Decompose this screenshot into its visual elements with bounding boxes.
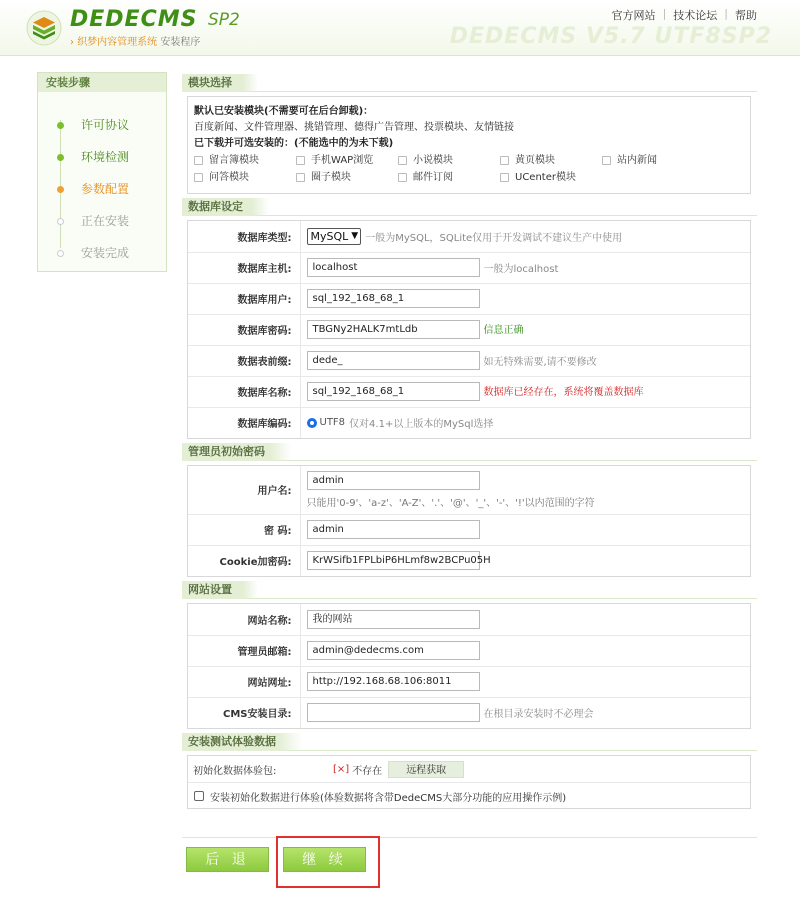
checkbox-icon[interactable]	[194, 156, 203, 165]
logo-text: DEDECMS	[70, 7, 198, 32]
module-label: 问答模块	[209, 172, 249, 183]
database-form	[188, 221, 750, 438]
db-name-input[interactable]: sql_192_168_68_1	[307, 382, 480, 401]
section-header-admin	[182, 443, 757, 461]
dedecms-logo-icon	[26, 10, 62, 46]
db-type-value: MySQL	[310, 229, 349, 243]
module-group[interactable]	[296, 169, 398, 186]
module-label: 小说模块	[413, 155, 453, 166]
db-prefix-input[interactable]: dede_	[307, 351, 480, 370]
module-sitenews[interactable]	[602, 152, 702, 169]
step-dot-icon	[57, 154, 64, 161]
step-dot-icon	[57, 218, 64, 225]
radio-selected-icon[interactable]	[307, 418, 317, 428]
checkbox-icon[interactable]	[500, 173, 509, 182]
arrow-right-icon: ›	[70, 37, 74, 48]
checkbox-icon[interactable]	[194, 791, 204, 801]
form-row	[188, 283, 750, 314]
module-label: 留言簿模块	[209, 155, 259, 166]
form-row	[188, 666, 750, 697]
module-mail[interactable]	[398, 169, 500, 186]
form-row	[188, 514, 750, 545]
db-charset-hint: 仅对4.1+以上版本的MySql选择	[349, 419, 494, 431]
module-ask[interactable]	[194, 169, 296, 186]
section-header-install-data	[182, 733, 757, 751]
admin-user-input[interactable]: admin	[307, 471, 480, 490]
site-form	[188, 604, 750, 728]
section-header-modules	[182, 74, 757, 92]
step-finished	[38, 246, 166, 278]
db-type-label: 数据库类型:	[188, 221, 300, 252]
logo-subtitle	[70, 33, 200, 48]
steps-list	[38, 92, 166, 278]
db-charset-value: UTF8	[319, 417, 346, 429]
module-ucenter[interactable]	[500, 169, 602, 186]
highlight-frame	[276, 836, 380, 888]
install-demo-row[interactable]	[188, 783, 750, 809]
db-password-label: 数据库密码:	[188, 314, 300, 345]
admin-user-label: 用户名:	[188, 466, 300, 514]
module-label: 站内新闻	[617, 155, 657, 166]
version-watermark: DEDECMS V5.7 UTF8SP2	[449, 24, 772, 49]
back-button[interactable]: 后 退	[186, 847, 269, 872]
top-links	[605, 7, 764, 23]
form-row	[188, 604, 750, 635]
admin-form	[188, 466, 750, 576]
db-charset-label: 数据库编码:	[188, 407, 300, 438]
modules-box	[187, 96, 751, 194]
installed-modules-title: 默认已安装模块(不需要可在后台卸载)：	[194, 106, 374, 117]
section-header-site	[182, 581, 757, 599]
data-package-row	[188, 756, 750, 783]
logo-version: SP2	[208, 10, 240, 30]
subtitle-brand: 织梦内容管理系统	[77, 37, 158, 48]
database-box	[187, 220, 751, 439]
install-demo-label: 安装初始化数据进行体验(体验数据将含带DedeCMS大部分功能的应用操作示例)	[210, 792, 567, 804]
step-dot-icon	[57, 122, 64, 129]
module-label: UCenter模块	[515, 172, 576, 183]
step-dot-icon	[57, 186, 64, 193]
form-row	[188, 252, 750, 283]
official-site-link[interactable]: 官方网站	[611, 9, 656, 22]
cms-dir-hint: 在根目录安装时不必理会	[483, 709, 594, 721]
form-row	[188, 345, 750, 376]
checkbox-icon[interactable]	[296, 156, 305, 165]
module-yellowpage[interactable]	[500, 152, 602, 169]
module-label: 圈子模块	[311, 172, 351, 183]
missing-mark: [×]	[333, 763, 350, 775]
module-label: 黄页模块	[515, 155, 555, 166]
optional-modules-grid	[194, 152, 744, 186]
admin-email-input[interactable]: admin@dedecms.com	[307, 641, 480, 660]
form-row	[188, 221, 750, 252]
module-wap[interactable]	[296, 152, 398, 169]
site-url-label: 网站网址:	[188, 666, 300, 697]
site-box	[187, 603, 751, 729]
subtitle-rest: 安装程序	[160, 37, 201, 48]
form-row	[188, 697, 750, 728]
cms-dir-label: CMS安装目录:	[188, 697, 300, 728]
checkbox-icon[interactable]	[398, 173, 407, 182]
data-package-status: 不存在	[352, 765, 383, 777]
forum-link[interactable]: 技术论坛	[673, 9, 718, 22]
db-type-hint: 一般为MySQL，SQLite仅用于开发调试不建议生产中使用	[365, 232, 623, 244]
checkbox-icon[interactable]	[194, 173, 203, 182]
checkbox-icon[interactable]	[398, 156, 407, 165]
section-title: 模块选择	[182, 74, 258, 92]
step-installing	[38, 214, 166, 246]
admin-box	[187, 465, 751, 577]
steps-title: 安装步骤	[38, 73, 166, 92]
db-prefix-label: 数据表前缀:	[188, 345, 300, 376]
db-password-input[interactable]: TBGNy2HALK7mtLdb	[307, 320, 480, 339]
checkbox-icon[interactable]	[602, 156, 611, 165]
checkbox-icon[interactable]	[500, 156, 509, 165]
link-separator: |	[724, 7, 728, 20]
form-row	[188, 407, 750, 438]
site-url-input[interactable]: http://192.168.68.106:8011	[307, 672, 480, 691]
step-config	[38, 182, 166, 214]
cookie-key-input[interactable]: KrWSifb1FPLbiP6HLmf8w2BCPu05H	[307, 551, 480, 570]
module-label: 邮件订阅	[413, 172, 453, 183]
step-label: 正在安装	[81, 214, 130, 228]
cookie-key-label: Cookie加密码:	[188, 545, 300, 576]
step-label: 环境检测	[81, 150, 130, 164]
installed-modules-list: 百度新闻、文件管理器、挑错管理、德得广告管理、投票模块、友情链接	[194, 122, 514, 133]
db-user-input[interactable]: sql_192_168_68_1	[307, 289, 480, 308]
step-label: 安装完成	[81, 246, 130, 260]
section-title: 网站设置	[182, 581, 258, 599]
main-content	[182, 72, 757, 813]
db-host-label: 数据库主机:	[188, 252, 300, 283]
step-env-check	[38, 150, 166, 182]
step-dot-icon	[57, 250, 64, 257]
form-row	[188, 376, 750, 407]
form-row	[188, 466, 750, 514]
link-separator: |	[662, 7, 667, 20]
db-host-hint: 一般为localhost	[483, 264, 559, 275]
optional-modules-title: 已下载并可选安装的：(不能选中的为未下载)	[194, 138, 394, 149]
header	[0, 0, 800, 56]
remote-fetch-button[interactable]: 远程获取	[388, 761, 464, 778]
help-link[interactable]: 帮助	[735, 9, 757, 22]
db-password-status: 信息正确	[483, 324, 524, 336]
admin-password-input[interactable]: admin	[307, 520, 480, 539]
module-guestbook[interactable]	[194, 152, 296, 169]
step-license	[38, 118, 166, 150]
install-steps-panel	[37, 72, 167, 272]
section-header-database	[182, 198, 757, 216]
section-title: 数据库设定	[182, 198, 269, 216]
module-label: 手机WAP浏览	[311, 155, 374, 166]
admin-password-label: 密 码:	[188, 514, 300, 545]
continue-button[interactable]: 继 续	[283, 847, 366, 872]
cms-dir-input[interactable]	[307, 703, 480, 722]
data-package-label: 初始化数据体验包:	[193, 765, 277, 777]
checkbox-icon[interactable]	[296, 173, 305, 182]
form-row	[188, 314, 750, 345]
form-row	[188, 545, 750, 576]
db-host-input[interactable]: localhost	[307, 258, 480, 277]
admin-user-hint: 只能用'0-9'、'a-z'、'A-Z'、'.'、'@'、'_'、'-'、'!'以内范围的字符	[306, 497, 595, 509]
module-novel[interactable]	[398, 152, 500, 169]
db-prefix-hint: 如无特殊需要,请不要修改	[483, 357, 597, 368]
db-type-select[interactable]	[307, 228, 362, 245]
db-name-status: 数据库已经存在，系统将覆盖数据库	[483, 386, 644, 398]
install-data-box	[187, 755, 751, 809]
db-user-label: 数据库用户:	[188, 283, 300, 314]
step-label: 许可协议	[81, 118, 130, 132]
site-name-label: 网站名称:	[188, 604, 300, 635]
section-title: 安装测试体验数据	[182, 733, 302, 751]
action-bar	[182, 837, 757, 868]
chevron-down-icon: ▼	[351, 231, 359, 242]
site-name-input[interactable]: 我的网站	[307, 610, 480, 629]
section-title: 管理员初始密码	[182, 443, 291, 461]
db-name-label: 数据库名称:	[188, 376, 300, 407]
admin-email-label: 管理员邮箱:	[188, 635, 300, 666]
form-row	[188, 635, 750, 666]
step-label: 参数配置	[81, 182, 130, 196]
